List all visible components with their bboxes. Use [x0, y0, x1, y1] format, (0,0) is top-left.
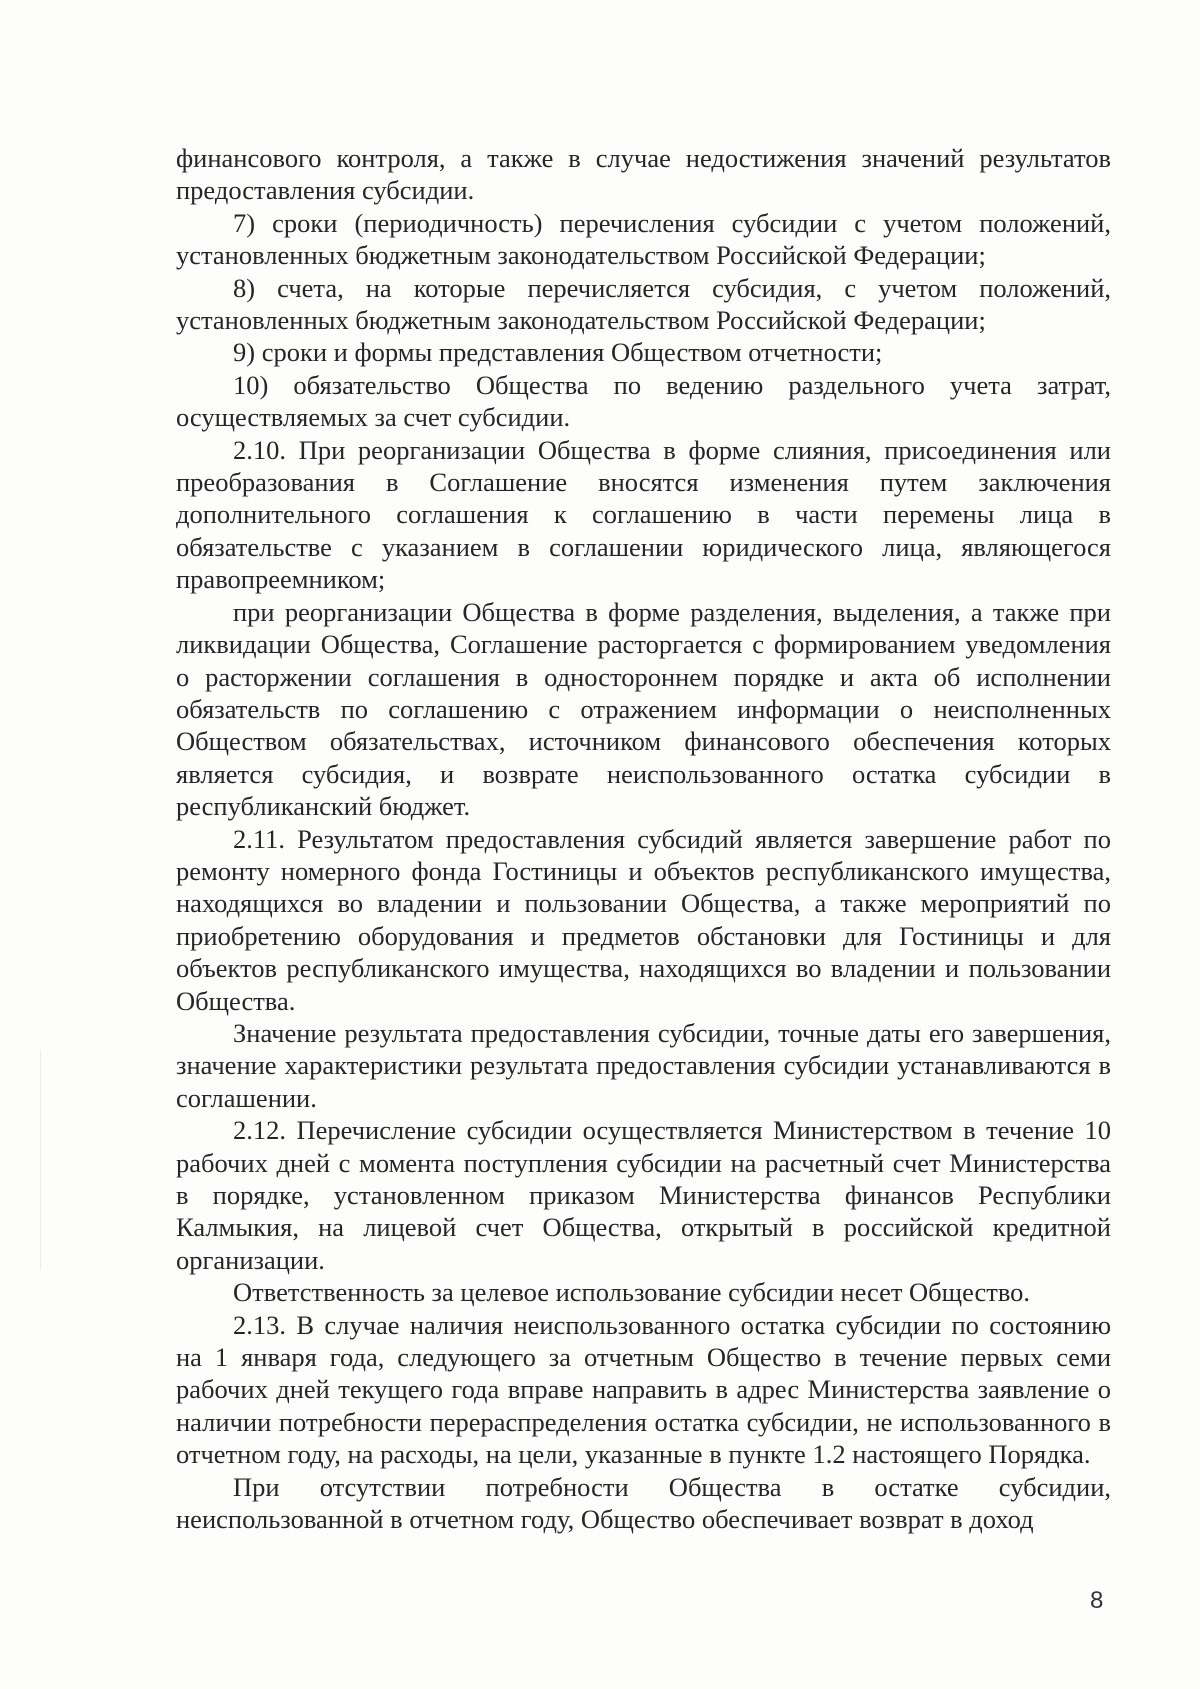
document-body — [176, 142, 1111, 1535]
paragraph-item-9: 9) сроки и формы представления Обществом отчетности; — [233, 337, 883, 368]
paragraph-item-8: 8) счета, на которые перечисляется субсидия, с учетом положений, установленных бюджетным законодательством Российской Федерации; — [176, 272, 1111, 336]
paragraph-2-12: 2.12. Перечисление субсидии осуществляется Министерством в течение 10 рабочих дней с момента поступления субсидии на расчетный счет Министерства в порядке, установленном приказом Министерства финансов Республики Калмыкия, на лицевой счет Общества, открытый в российской кредитной организации. — [176, 1115, 1111, 1275]
paragraph-2-10: 2.10. При реорганизации Общества в форме слияния, присоединения или преобразования в Соглашение вносятся изменения путем заключения дополнительного соглашения к соглашению в части перемены лица в обязательстве с указанием в соглашении юридического лица, являющегося правопреемником; — [176, 434, 1111, 595]
paragraph-2-13: 2.13. В случае наличия неиспользованного остатка субсидии по состоянию на 1 января года, следующего за отчетным Общество в течение первых семи рабочих дней текущего года вправе направить в адрес Министерства заявление о наличии потребности перераспределения остатка субсидии, не использованного в отчетном году, на расходы, на цели, указанные в пункте 1.2 настоящего Порядка. — [176, 1309, 1111, 1470]
paragraph-continuation: финансового контроля, а также в случае недостижения значений результатов предоставления субсидии. — [176, 143, 1111, 206]
paragraph-item-7: 7) сроки (периодичность) перечисления субсидии с учетом положений, установленных бюджетным законодательством Российской Федерации; — [176, 207, 1111, 271]
paragraph-item-10: 10) обязательство Общества по ведению раздельного учета затрат, осуществляемых за счет субсидии. — [176, 369, 1111, 433]
paragraph-2-11-result-value: Значение результата предоставления субсидии, точные даты его завершения, значение характеристики результата предоставления субсидии устанавливаются в соглашении. — [176, 1017, 1111, 1113]
page-number: 8 — [1090, 1587, 1104, 1614]
paragraph-2-11: 2.11. Результатом предоставления субсидий является завершение работ по ремонту номерного фонда Гостиницы и объектов республиканского имущества, находящихся во владении и пользовании Общества, а также мероприятий по приобретению оборудования и предметов обстановки для Гостиницы и для объектов республиканского имущества, находящихся во владении и пользовании Общества. — [176, 823, 1111, 1016]
paragraph-2-12-responsibility: Ответственность за целевое использование субсидии несет Общество. — [233, 1277, 1031, 1308]
paragraph-2-10-liquidation: при реорганизации Общества в форме разделения, выделения, а также при ликвидации Общества, Соглашение расторгается с формированием уведомления о расторжении соглашения в одностороннем порядке и акта об исполнении обязательств по соглашению с отражением информации о неисполненных Обществом обязательствах, источником финансового обеспечения которых является субсидия, и возврате неиспользованного остатка субсидии в республиканский бюджет. — [176, 596, 1111, 822]
paragraph-2-13-return: При отсутствии потребности Общества в остатке субсидии, неиспользованной в отчетном году, Общество обеспечивает возврат в доход — [176, 1471, 1111, 1535]
scan-artifact — [40, 1050, 41, 1270]
